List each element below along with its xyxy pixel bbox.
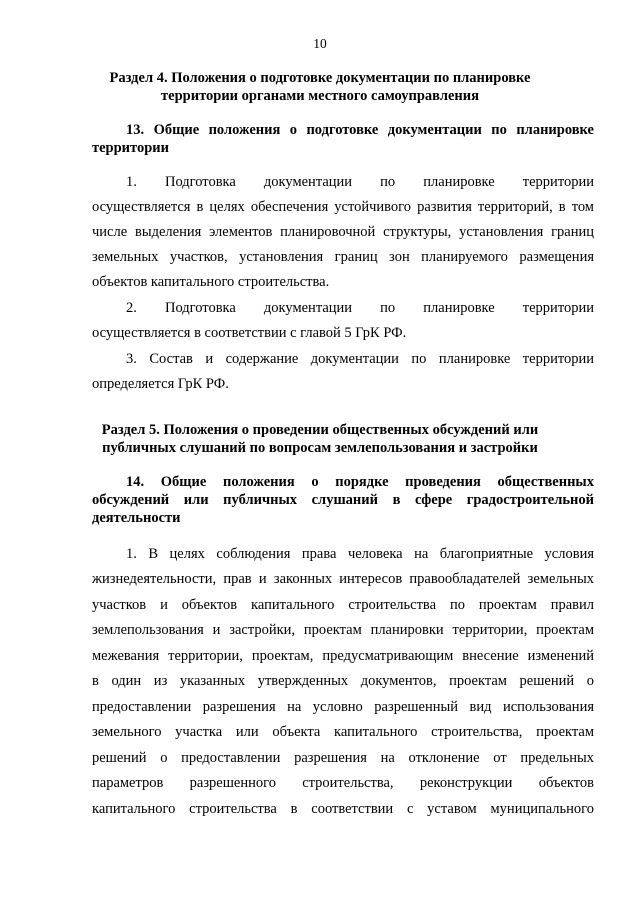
paragraph-13-2-line: осуществляется в соответствии с главой 5 ГрК РФ.: [92, 325, 407, 341]
paragraph-14-1-line: участков и объектов капитального строительства по проектам правил: [92, 597, 594, 613]
paragraph-13-3-line: определяется ГрК РФ.: [92, 376, 229, 392]
subsection-14-title-line: деятельности: [92, 510, 181, 526]
paragraph-13-1-line: объектов капитального строительства.: [92, 274, 330, 290]
paragraph-14-1-line: жизнедеятельности, прав и законных интересов правообладателей земельных: [92, 571, 594, 587]
subsection-13-title-line: территории: [92, 140, 169, 156]
paragraph-13-1-line: 1. Подготовка документации по планировке территории: [126, 174, 594, 190]
paragraph-13-1-line: числе выделения элементов планировочной структуры, установления границ: [92, 224, 594, 240]
paragraph-14-1-line: межевания территории, проектам, предусматривающим внесение изменений: [92, 648, 594, 664]
subsection-13-title: [92, 121, 594, 157]
paragraph-14-1-line: параметров разрешенного строительства, реконструкции объектов: [92, 775, 594, 791]
paragraph-14-1-line: в один из указанных утвержденных документов, проектам решений о: [92, 673, 594, 689]
section-5-title: [0, 421, 640, 457]
paragraph-14-1-line: землепользования и застройки, проектам планировки территории, проектам: [92, 622, 594, 638]
page-number: 10: [313, 36, 327, 51]
paragraph-14-1-line: 1. В целях соблюдения права человека на благоприятные условия: [126, 546, 594, 562]
paragraph-14-1-line: решений о предоставлении разрешения на отклонение от предельных: [92, 750, 594, 766]
section-5-title-line: публичных слушаний по вопросам землепользования и застройки: [102, 440, 538, 456]
subsection-14-title-line: обсуждений или публичных слушаний в сфере градостроительной: [92, 492, 594, 508]
section-4-title-line: Раздел 4. Положения о подготовке документации по планировке: [109, 70, 531, 86]
paragraph-14-1-line: предоставлении разрешения на условно разрешенный вид использования: [92, 699, 594, 715]
subsection-13-title-line: 13. Общие положения о подготовке документации по планировке: [126, 122, 594, 138]
subsection-14-title-line: 14. Общие положения о порядке проведения общественных: [126, 474, 594, 490]
paragraph-13-1-line: осуществляется в целях обеспечения устойчивого развития территорий, в том: [92, 199, 594, 215]
section-4-title-line: территории органами местного самоуправления: [161, 88, 479, 104]
section-5-title-line: Раздел 5. Положения о проведении общественных обсуждений или: [101, 422, 539, 438]
paragraph-13-2-line: 2. Подготовка документации по планировке территории: [126, 300, 594, 316]
section-4-title: [0, 69, 640, 105]
paragraph-13-1-line: земельных участков, установления границ зон планируемого размещения: [92, 249, 594, 265]
paragraph-14-1-line: капитального строительства в соответствии с уставом муниципального: [92, 801, 594, 817]
subsection-14-title: [92, 473, 594, 527]
paragraph-13-3-line: 3. Состав и содержание документации по планировке территории: [126, 351, 594, 367]
paragraph-14-1-line: земельного участка или объекта капитального строительства, проектам: [92, 724, 594, 740]
